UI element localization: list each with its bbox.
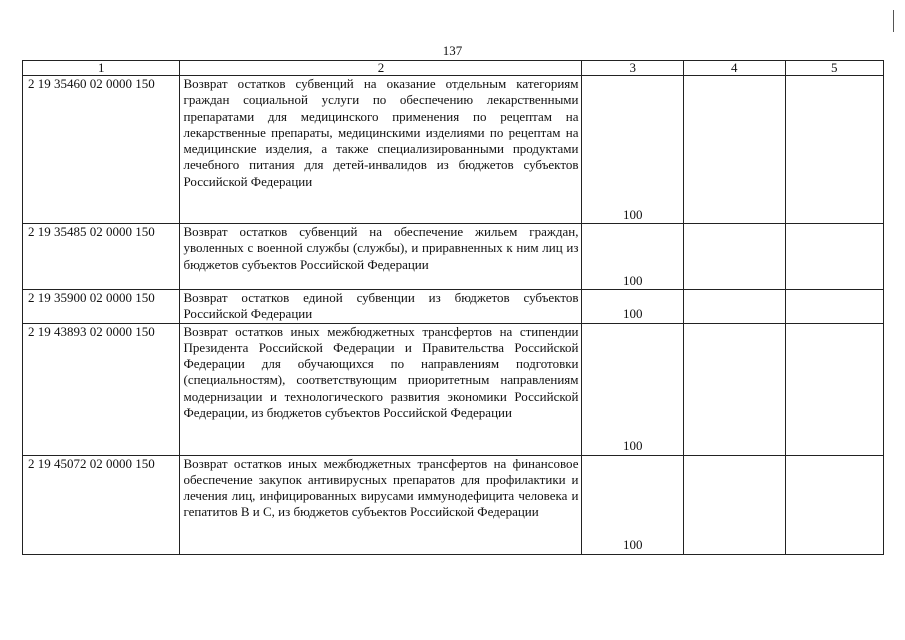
- row-col4-value: [684, 76, 786, 224]
- row-code: 2 19 35900 02 0000 150: [23, 290, 180, 324]
- row-col4-value: [684, 323, 786, 455]
- row-name: Возврат остатков иных межбюджетных трансфертов на стипендии Президента Российской Федерации и Правительства Российской Федерации для обучающихся по направлениям подготовки (специальностям), соответствующим приоритетным направлениям модернизации и технологического развития экономики Российской Федерации, из бюджетов субъектов Российской Федерации: [180, 323, 582, 455]
- header-col-3: 3: [582, 61, 684, 76]
- table-row: [23, 76, 884, 224]
- row-name: Возврат остатков субвенций на оказание отдельным категориям граждан социальной услуги по обеспечению лекарственными препаратами для медицинского применения по рецептам на лекарственные препараты, медицинскими изделиями по рецептам на медицинские изделия, а также специализированными продуктами лечебного питания для детей-инвалидов из бюджетов субъектов Российской Федерации: [180, 76, 582, 224]
- page-number: 137: [442, 43, 463, 58]
- row-col5-value: [785, 76, 883, 224]
- row-code: 2 19 45072 02 0000 150: [23, 455, 180, 554]
- header-col-4: 4: [684, 61, 786, 76]
- budget-codes-table: [22, 60, 884, 555]
- header-col-1: 1: [23, 61, 180, 76]
- row-name: Возврат остатков субвенций на обеспечение жильем граждан, уволенных с военной службы (службы), и приравненных к ним лиц из бюджетов субъектов Российской Федерации: [180, 224, 582, 290]
- table-row: [23, 455, 884, 554]
- row-code: 2 19 35485 02 0000 150: [23, 224, 180, 290]
- row-col3-value: 100: [582, 290, 684, 324]
- row-code: 2 19 43893 02 0000 150: [23, 323, 180, 455]
- row-col5-value: [785, 323, 883, 455]
- table-header-row: [23, 61, 884, 76]
- row-name: Возврат остатков единой субвенции из бюджетов субъектов Российской Федерации: [180, 290, 582, 324]
- row-col4-value: [684, 224, 786, 290]
- row-col3-value: 100: [582, 224, 684, 290]
- row-col5-value: [785, 455, 883, 554]
- scan-edge-mark: [893, 10, 894, 32]
- row-col5-value: [785, 290, 883, 324]
- table-row: [23, 290, 884, 324]
- row-code: 2 19 35460 02 0000 150: [23, 76, 180, 224]
- row-col3-value: 100: [582, 323, 684, 455]
- row-col3-value: 100: [582, 76, 684, 224]
- row-col4-value: [684, 455, 786, 554]
- table-row: [23, 323, 884, 455]
- table-row: [23, 224, 884, 290]
- header-col-2: 2: [180, 61, 582, 76]
- row-name: Возврат остатков иных межбюджетных трансфертов на финансовое обеспечение закупок антивирусных препаратов для профилактики и лечения лиц, инфицированных вирусами иммунодефицита человека и гепатитов В и С, из бюджетов субъектов Российской Федерации: [180, 455, 582, 554]
- row-col5-value: [785, 224, 883, 290]
- row-col4-value: [684, 290, 786, 324]
- header-col-5: 5: [785, 61, 883, 76]
- row-col3-value: 100: [582, 455, 684, 554]
